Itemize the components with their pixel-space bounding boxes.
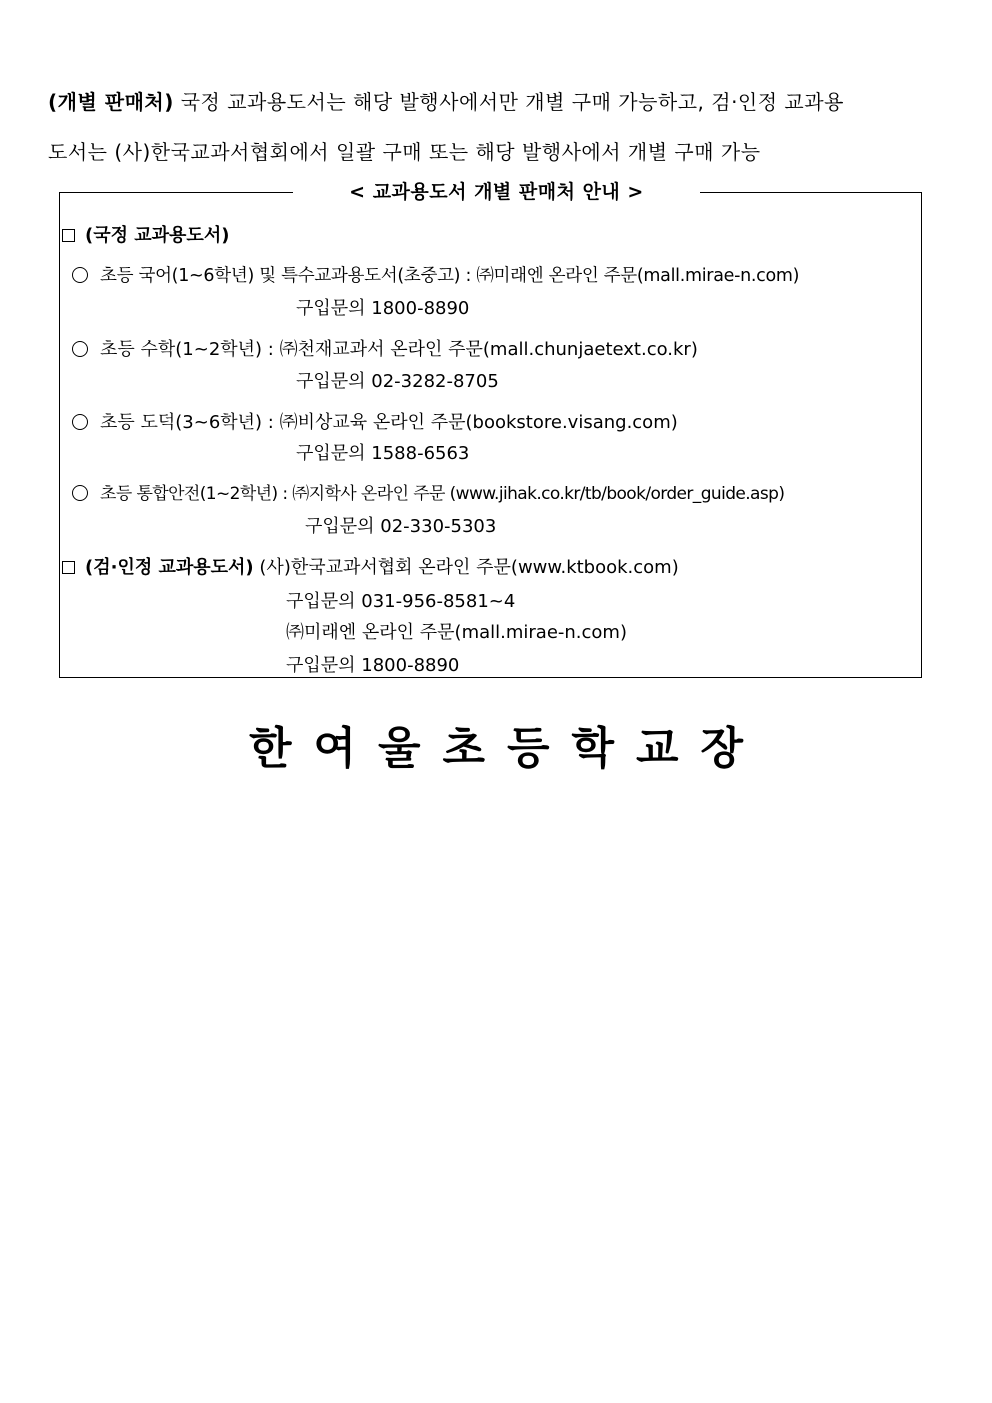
intro-line-1 <box>48 86 928 115</box>
principal-signature: 한여울초등학교장 <box>248 723 766 774</box>
approved-section <box>62 556 679 580</box>
national-item-4-text: 초등 통합안전(1~2학년) : ㈜지학사 온라인 주문 (www.jihak.co.kr/tb/book/order_guide.asp) <box>100 484 785 504</box>
intro-line-1-text: 국정 교과용도서는 해당 발행사에서만 개별 구매 가능하고, 검·인정 교과용 <box>173 90 844 114</box>
circle-bullet-icon <box>72 267 88 283</box>
circle-bullet-icon <box>72 341 88 357</box>
approved-line-3: ㈜미래엔 온라인 주문(mall.mirae-n.com) <box>286 622 627 643</box>
approved-line-4: 구입문의 1800-8890 <box>286 655 460 676</box>
circle-bullet-icon <box>72 485 88 501</box>
checkbox-square-icon <box>62 561 75 574</box>
national-item-1 <box>72 264 799 288</box>
circle-bullet-icon <box>72 414 88 430</box>
approved-line-2: 구입문의 031-956-8581~4 <box>286 591 516 612</box>
checkbox-square-icon <box>62 229 75 242</box>
national-heading-label: (국정 교과용도서) <box>85 225 230 246</box>
national-item-4-phone: 구입문의 02-330-5303 <box>305 516 497 537</box>
intro-heading: (개별 판매처) <box>48 90 174 114</box>
national-item-2 <box>72 338 698 362</box>
vendor-box-title: < 교과용도서 개별 판매처 안내 > <box>293 178 700 206</box>
national-item-2-text: 초등 수학(1~2학년) : ㈜천재교과서 온라인 주문(mall.chunjaetext.co.kr) <box>100 339 698 360</box>
intro-line-2: 도서는 (사)한국교과서협회에서 일괄 구매 또는 해당 발행사에서 개별 구매 가능 <box>48 140 761 164</box>
approved-heading-label: (검·인정 교과용도서) <box>85 557 254 578</box>
national-item-2-phone: 구입문의 02-3282-8705 <box>296 371 499 392</box>
national-item-1-text: 초등 국어(1~6학년) 및 특수교과용도서(초중고) : ㈜미래엔 온라인 주문(mall.mirae-n.com) <box>100 266 800 286</box>
national-item-3-phone: 구입문의 1588-6563 <box>296 443 470 464</box>
national-item-4 <box>72 482 784 506</box>
national-section-heading <box>62 224 229 248</box>
approved-line-1: (사)한국교과서협회 온라인 주문(www.ktbook.com) <box>259 557 679 578</box>
national-item-3 <box>72 411 678 435</box>
national-item-3-text: 초등 도덕(3~6학년) : ㈜비상교육 온라인 주문(bookstore.visang.com) <box>100 412 678 433</box>
national-item-1-phone: 구입문의 1800-8890 <box>296 298 470 319</box>
